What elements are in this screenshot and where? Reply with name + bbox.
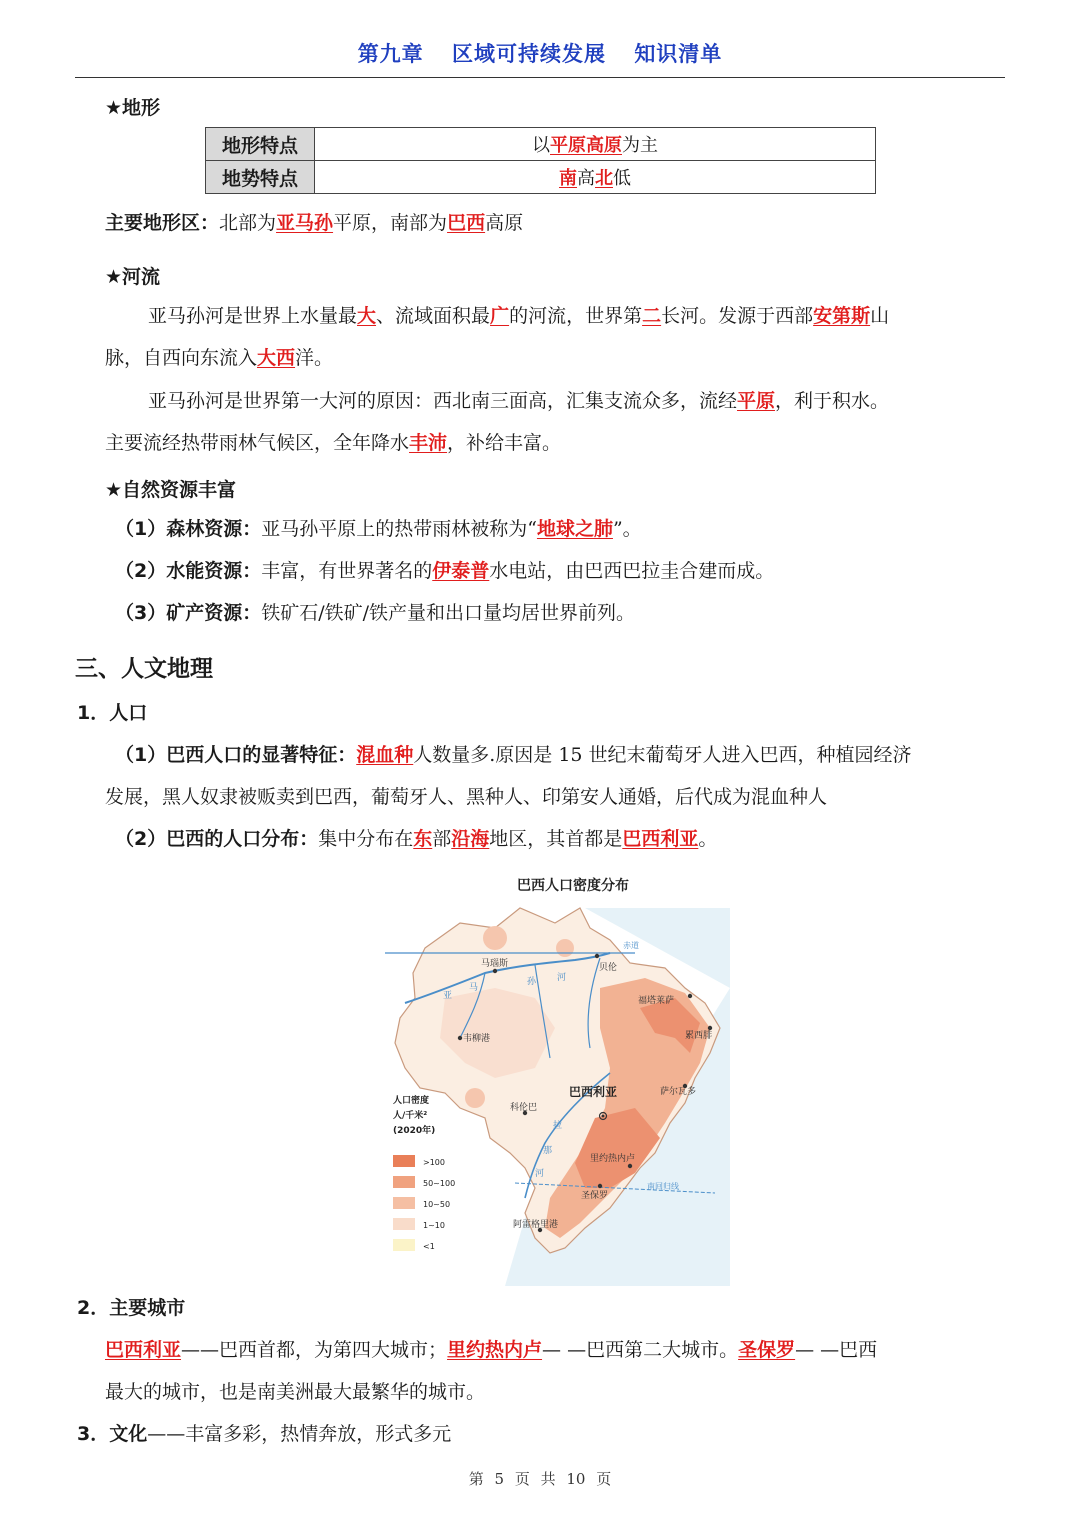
key-term: 广 [490, 305, 510, 327]
key-term: 混血种 [356, 744, 414, 766]
text: 地区，其首都是 [489, 828, 623, 850]
city-dot [458, 1036, 462, 1040]
river-para-1-line-2 [105, 347, 333, 370]
cities-line-2: 最大的城市，也是南美洲最大最繁华的城市。 [105, 1381, 486, 1403]
legend-label: 1~10 [423, 1221, 445, 1230]
label: 3．文化 [77, 1423, 148, 1445]
page-footer: 第 5 页 共 10 页 [468, 1470, 612, 1488]
key-term: 沿海 [451, 828, 490, 850]
table-row [206, 161, 876, 194]
terrain-feature-label: 地形特点 [206, 128, 315, 161]
density-patch [556, 939, 574, 957]
text: ”。 [612, 518, 642, 540]
text: 亚马孙河是世界上水量最 [148, 305, 358, 327]
text: 部 [432, 828, 452, 850]
amazon-label-3: 孙 [527, 977, 537, 987]
key-term: 二 [642, 305, 662, 327]
text: 脉，自西向东流入 [105, 347, 258, 369]
key-term: 安第斯 [813, 305, 871, 327]
legend-title-3: (2020年) [393, 1126, 436, 1136]
legend-label: 50~100 [423, 1179, 456, 1188]
key-term: 平原高原 [550, 135, 622, 156]
city-dot [493, 969, 497, 973]
label: （1）森林资源： [115, 518, 262, 540]
river-para-2-line-2 [105, 432, 561, 455]
legend-swatch [393, 1239, 415, 1251]
city-dot [595, 954, 599, 958]
city-rio: 里约热内卢 [590, 1154, 636, 1164]
table-row [206, 128, 876, 161]
section-title-human-geography: 三、人文地理 [75, 656, 213, 682]
text: 山 [870, 305, 890, 327]
text: 长河。发源于西部 [661, 305, 814, 327]
key-term: 东 [413, 828, 433, 850]
text: 亚马孙河是世界第一大河的原因：西北南三面高，汇集支流众多，流经 [148, 390, 738, 412]
city-dot [628, 1164, 632, 1168]
text: 水电站，由巴西巴拉圭合建而成。 [489, 560, 775, 582]
text: 高 [577, 168, 595, 189]
key-term: 南 [559, 168, 577, 189]
text: 人数量多.原因是 15 世纪末葡萄牙人进入巴西，种植园经济 [413, 744, 912, 766]
key-term: 大西 [257, 347, 296, 369]
label: （1）巴西人口的显著特征： [115, 744, 357, 766]
key-term: 伊泰普 [432, 560, 490, 582]
text: 亚马孙平原上的热带雨林被称为“ [261, 518, 537, 540]
city-brasilia: 巴西利亚 [569, 1085, 618, 1099]
tropic-label: 南回归线 [647, 1182, 679, 1191]
key-term: 巴西利亚 [105, 1339, 182, 1361]
city-fortaleza: 福塔莱萨 [638, 996, 675, 1006]
text: — —巴西第二大城市。 [542, 1339, 739, 1361]
text: 集中分布在 [318, 828, 414, 850]
equator-label: 赤道 [623, 941, 639, 950]
forest-resource [115, 518, 642, 541]
label: （3）矿产资源： [115, 602, 262, 624]
key-term: 大 [357, 305, 377, 327]
legend-label: 10~50 [423, 1200, 451, 1209]
text: 铁矿石/铁矿/铁产量和出口量均居世界前列。 [261, 602, 636, 624]
city-corumba: 科伦巴 [510, 1103, 538, 1113]
city-dot [688, 994, 692, 998]
key-term: 地球之肺 [536, 518, 613, 540]
city-velho: 韦柳港 [463, 1034, 491, 1044]
terrain-feature-value [315, 128, 876, 161]
label: （2）水能资源： [115, 560, 262, 582]
text: 。 [698, 828, 718, 850]
culture-line [77, 1423, 451, 1446]
text: 北部为 [219, 212, 277, 234]
city-saopaulo: 圣保罗 [581, 1191, 609, 1201]
text: 的河流，世界第 [509, 305, 643, 327]
header-section: 区域可持续发展 [452, 42, 606, 66]
text: ，利于积水。 [775, 390, 890, 412]
terrain-table [205, 127, 876, 194]
page-header [0, 38, 1080, 68]
label: 主要地形区： [105, 212, 220, 234]
city-portoalegre: 阿雷格里港 [513, 1220, 559, 1230]
key-term: 北 [595, 168, 613, 189]
city-dot [598, 1184, 602, 1188]
parana-label-1: 拉 [553, 1121, 563, 1131]
legend-swatch [393, 1155, 415, 1167]
parana-label-2: 那 [543, 1146, 553, 1156]
terrain-slope-value [315, 161, 876, 194]
population-distribution [115, 828, 717, 851]
text: 、流域面积最 [376, 305, 491, 327]
amazon-label-4: 河 [557, 973, 567, 983]
text: ——丰富多彩，热情奔放，形式多元 [147, 1423, 452, 1445]
key-term: 圣保罗 [738, 1339, 796, 1361]
key-term: 丰沛 [409, 432, 448, 454]
map-title: 巴西人口密度分布 [517, 878, 629, 894]
legend-swatch [393, 1197, 415, 1209]
river-para-2-line-1 [148, 390, 889, 413]
main-terrain-areas [105, 212, 523, 235]
population-feature-line-1 [115, 744, 912, 767]
city-belem: 贝伦 [599, 963, 618, 973]
parana-label-3: 河 [535, 1169, 545, 1179]
legend-swatch [393, 1218, 415, 1230]
amazon-label-1: 亚 [443, 991, 453, 1001]
density-patch [465, 1088, 485, 1108]
city-dot [708, 1026, 712, 1030]
key-term: 里约热内卢 [447, 1339, 543, 1361]
mineral-resource [115, 602, 635, 625]
capital-dot [602, 1115, 605, 1118]
river-heading: ★河流 [105, 266, 161, 288]
legend-label: <1 [423, 1242, 435, 1251]
text: 平原，南部为 [333, 212, 448, 234]
population-feature-line-2: 发展，黑人奴隶被贩卖到巴西，葡萄牙人、黑种人、印第安人通婚，后代成为混血种人 [105, 786, 828, 808]
text: 洋。 [295, 347, 334, 369]
legend-swatch [393, 1176, 415, 1188]
city-manaus: 马瑙斯 [481, 959, 509, 969]
hydro-resource [115, 560, 774, 583]
city-salvador: 萨尔瓦多 [660, 1087, 697, 1097]
legend-label: >100 [423, 1158, 445, 1167]
key-term: 亚马孙 [276, 212, 334, 234]
label: （2）巴西的人口分布： [115, 828, 319, 850]
text: 主要流经热带雨林气候区，全年降水 [105, 432, 410, 454]
city-recife: 累西腓 [685, 1031, 713, 1041]
legend-title-2: 人/千米² [393, 1111, 428, 1121]
density-patch [483, 926, 507, 950]
header-rule [75, 77, 1005, 78]
text: ——巴西首都，为第四大城市； [181, 1339, 448, 1361]
terrain-slope-label: 地势特点 [206, 161, 315, 194]
text: 丰富，有世界著名的 [261, 560, 433, 582]
legend-title-1: 人口密度 [393, 1096, 430, 1106]
river-para-1-line-1 [148, 305, 889, 328]
resources-heading: ★自然资源丰富 [105, 479, 237, 501]
text: ，补给丰富。 [447, 432, 562, 454]
terrain-heading: ★地形 [105, 97, 161, 119]
cities-line-1 [105, 1339, 877, 1362]
text: — —巴西 [795, 1339, 878, 1361]
header-chapter: 第九章 [357, 42, 424, 66]
text: 以 [532, 135, 550, 156]
text: 为主 [622, 135, 658, 156]
key-term: 巴西 [447, 212, 486, 234]
key-term: 平原 [737, 390, 776, 412]
text: 高原 [485, 212, 524, 234]
key-term: 巴西利亚 [622, 828, 699, 850]
amazon-label-2: 马 [469, 983, 479, 993]
population-heading: 1．人口 [77, 702, 148, 724]
text: 低 [613, 168, 631, 189]
brazil-population-density-map [385, 868, 730, 1286]
cities-heading: 2．主要城市 [77, 1297, 186, 1319]
header-subtitle: 知识清单 [634, 42, 723, 66]
